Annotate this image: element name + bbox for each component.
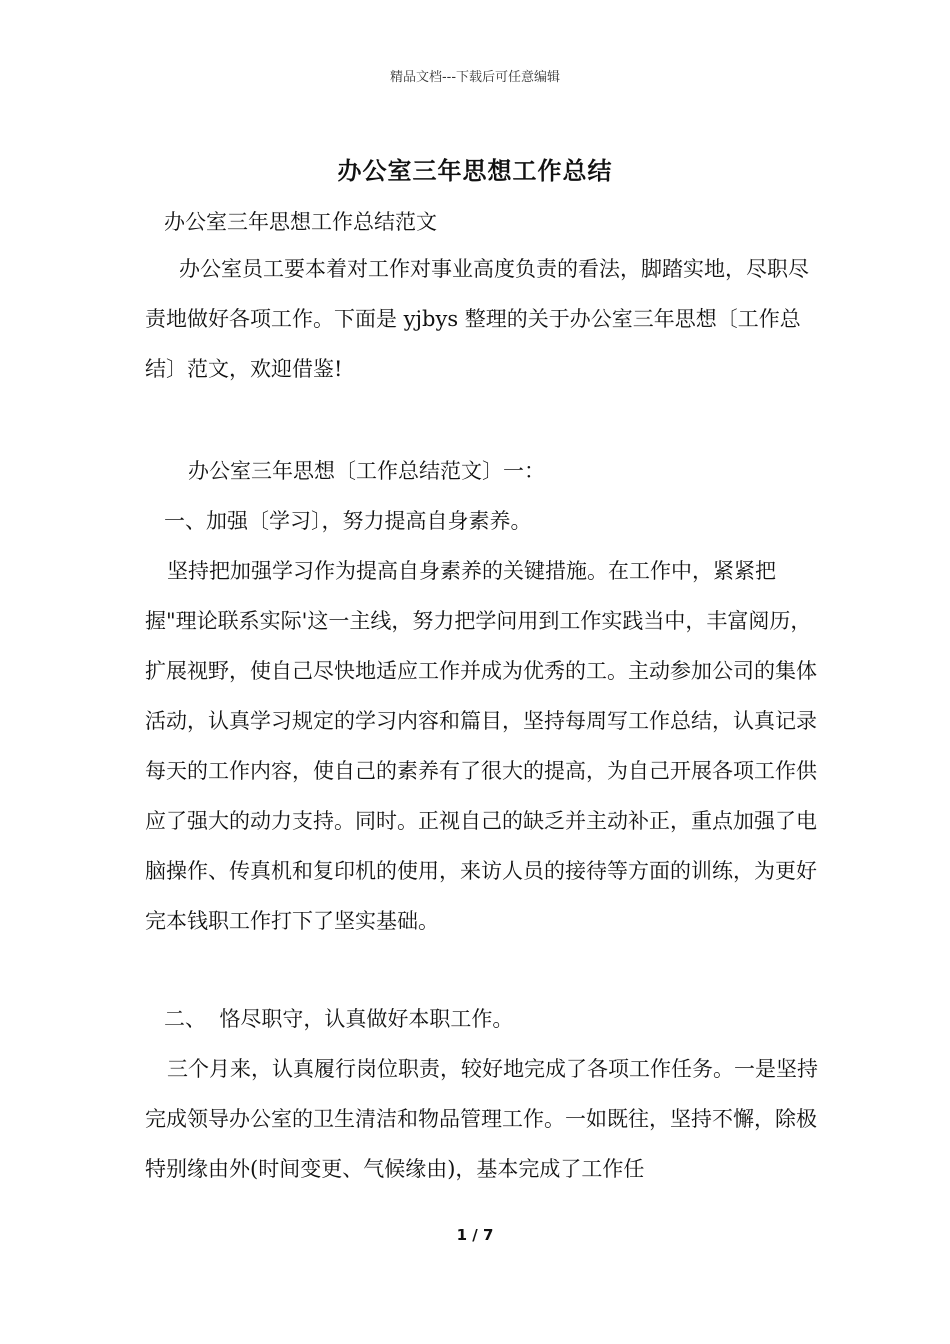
section-heading-1: 一、加强〔学习〕，努力提高自身素养。 [164, 509, 532, 533]
header-note: 精品文档---下载后可任意编辑 [389, 70, 561, 85]
section-paragraph-2: 三个月来，认真履行岗位职责，较好地完成了各项工作任务。一是坚持完成领导办公室的卫生清洁和物品管理工作。一如既往，坚持不懈，除极特别缘由外(时间变更、气候缘由)，基本完成了工作任 [145, 1057, 818, 1181]
section-heading-2: 二、 恪尽职守，认真做好本职工作。 [164, 1007, 514, 1031]
page-number: 1 / 7 [456, 1226, 494, 1244]
document-title: 办公室三年思想工作总结 [337, 156, 613, 185]
document-subtitle: 办公室三年思想工作总结范文 [164, 210, 437, 234]
section-paragraph-1: 坚持把加强学习作为提高自身素养的关键措施。在工作中，紧紧把握"理论联系实际'这一主线，努力把学问用到工作实践当中，丰富阅历，扩展视野，使自己尽快地适应工作并成为优秀的工。主动参加公司的集体活动，认真学习规定的学习内容和篇目，坚持每周写工作总结，认真记录每天的工作内容，使自己的素养有了很大的提高，为自己开展各项工作供应了强大的动力支持。同时。正视自己的缺乏并主动补正，重点加强了电脑操作、传真机和复印机的使用，来访人员的接待等方面的训练，为更好完本钱职工作打下了坚实基础。 [145, 559, 817, 933]
intro-paragraph: 办公室员工要本着对工作对事业高度负责的看法，脚踏实地，尽职尽责地做好各项工作。下面是 yjbys 整理的关于办公室三年思想〔工作总结〕范文，欢迎借鉴! [145, 257, 809, 381]
part-heading: 办公室三年思想〔工作总结范文〕一： [188, 459, 545, 483]
